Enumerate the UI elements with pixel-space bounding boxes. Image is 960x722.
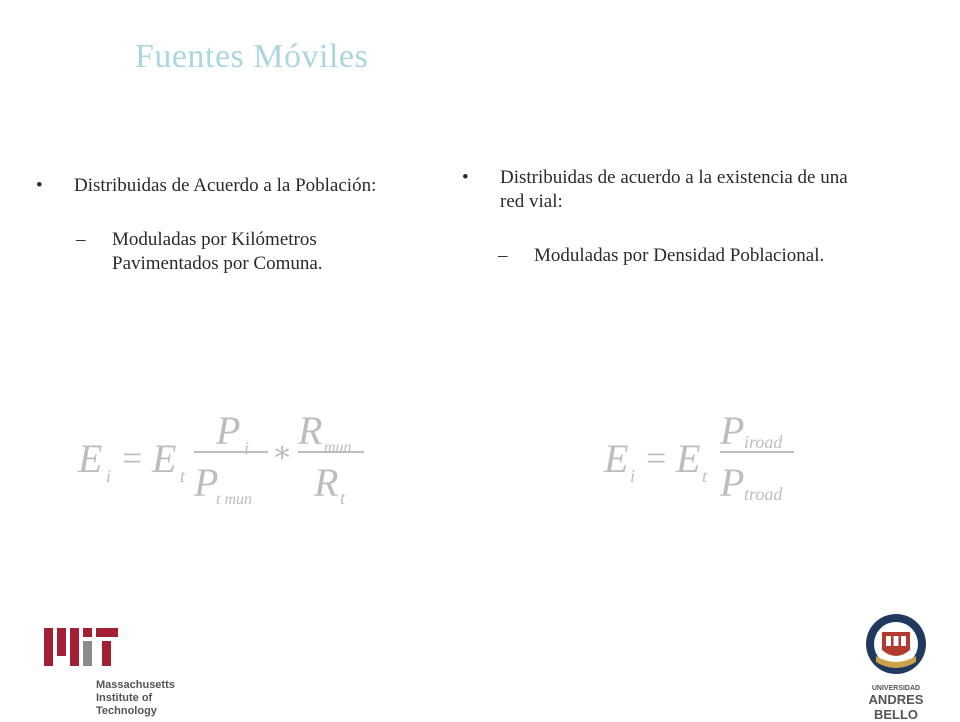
formula-right-sub-iroad: iroad	[744, 432, 783, 452]
formula-right-sub-t: t	[702, 466, 708, 486]
formula-left-R-den: R	[314, 460, 339, 505]
formula-left-P-num: P	[216, 408, 241, 453]
right-bullet	[462, 166, 922, 214]
formula-left-mult: ∗	[272, 436, 293, 469]
mit-logo-mark	[44, 628, 118, 666]
left-bullet	[36, 174, 436, 198]
dash-marker: –	[76, 229, 86, 250]
formula-left	[76, 404, 386, 514]
left-sub-bullet	[76, 228, 436, 276]
formula-right-Et: E	[676, 436, 701, 481]
right-sub-bullet	[498, 244, 922, 268]
formula-left-equals: =	[122, 438, 143, 478]
formula-right-E: E	[604, 436, 629, 481]
left-sub-line-2: Pavimentados por Comuna.	[112, 253, 323, 274]
right-bullet-line-2: red vial:	[500, 191, 563, 212]
unab-name: ANDRES BELLO	[868, 692, 924, 722]
unab-logo	[846, 610, 946, 722]
unab-crest-icon	[846, 610, 946, 678]
formula-left-sub-i-num: i	[244, 438, 250, 458]
formula-right-P-num: P	[720, 408, 745, 453]
formula-left-E: E	[78, 436, 103, 481]
mit-text-line-2: Institute of	[96, 692, 153, 704]
formula-left-R-num: R	[298, 408, 323, 453]
bullet-marker: •	[36, 175, 43, 196]
bullet-marker: •	[462, 167, 469, 188]
unab-small-label: UNIVERSIDAD	[871, 685, 921, 692]
dash-marker: –	[498, 245, 508, 266]
formula-right	[602, 404, 812, 514]
right-bullet-line-1: Distribuidas de acuerdo a la existencia de una	[500, 167, 848, 188]
right-column	[462, 166, 922, 268]
formula-right-sub-troad: troad	[744, 484, 783, 504]
mit-text-line-1: Massachusetts	[96, 679, 175, 691]
formula-right-P-den: P	[720, 460, 745, 505]
formula-left-P-den: P	[194, 460, 219, 505]
formula-left-sub-mun: mun	[324, 439, 352, 456]
right-sub-text: Moduladas por Densidad Poblacional.	[534, 245, 825, 266]
left-sub-line-1: Moduladas por Kilómetros	[112, 229, 317, 250]
formula-right-sub-i: i	[630, 466, 636, 486]
mit-text-line-3: Technology	[96, 705, 157, 717]
left-column	[36, 174, 436, 276]
slide-title: Fuentes Móviles	[135, 38, 369, 75]
left-bullet-text: Distribuidas de Acuerdo a la Población:	[74, 175, 377, 196]
formula-left-sub-t-den: t	[340, 488, 346, 508]
formula-left-sub-tmun: t mun	[216, 491, 252, 508]
mit-logo	[44, 628, 175, 718]
formula-left-sub-t: t	[180, 466, 186, 486]
formula-left-sub-i: i	[106, 466, 112, 486]
formula-left-Et: E	[152, 436, 177, 481]
formula-right-equals: =	[646, 438, 667, 478]
